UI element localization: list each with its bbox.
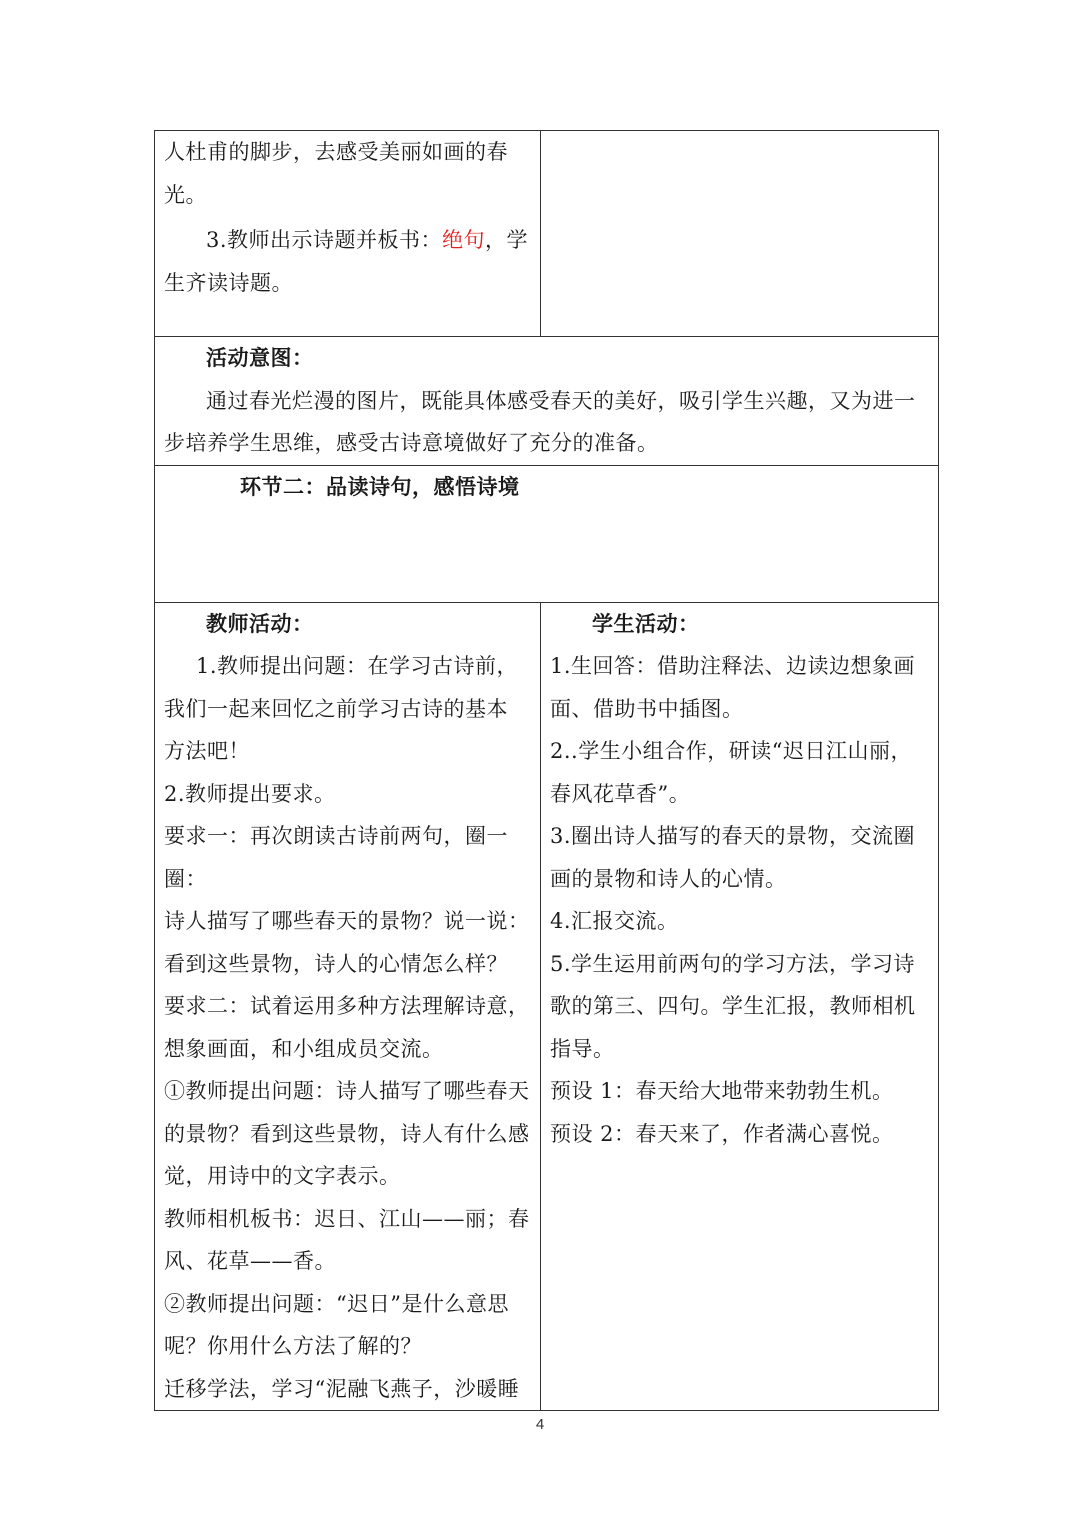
paragraph-line: 面、借助书中插图。 <box>550 696 744 721</box>
paragraph-line: 4.汇报交流。 <box>550 909 679 933</box>
table-row <box>155 602 939 1411</box>
step-3-prefix: 3.教师出示诗题并板书： <box>206 228 443 252</box>
paragraph-line: 步培养学生思维，感受古诗意境做好了充分的准备。 <box>164 431 659 455</box>
paragraph-line: 春风花草香”。 <box>550 781 691 806</box>
page-number: 4 <box>535 1416 545 1433</box>
activity-intent-cell <box>155 337 939 466</box>
section-header-cell <box>155 465 939 602</box>
paragraph-line: 觉，用诗中的文字表示。 <box>164 1164 401 1188</box>
paragraph-line: 预设 2：春天来了，作者满心喜悦。 <box>550 1121 894 1146</box>
paragraph-line: 方法吧！ <box>164 739 250 763</box>
teacher-activity-cell <box>155 602 541 1411</box>
student-activity-title: 学生活动： <box>592 610 700 636</box>
paragraph-line: 呢？你用什么方法了解的？ <box>164 1334 422 1358</box>
step-3-line <box>164 219 531 262</box>
paragraph-line: 歌的第三、四句。学生汇报，教师相机 <box>550 994 916 1018</box>
paragraph-line: 2..学生小组合作，研读“迟日江山丽， <box>550 739 912 763</box>
paragraph-line: 教师相机板书：迟日、江山——丽；春 <box>164 1206 530 1231</box>
teacher-activity-title: 教师活动： <box>206 610 314 636</box>
lesson-plan-table <box>154 130 939 1411</box>
section-2-title: 环节二：品读诗句，感悟诗境 <box>240 473 520 499</box>
paragraph-line: 看到这些景物，诗人的心情怎么样？ <box>164 951 508 976</box>
intro-right-cell <box>541 131 939 337</box>
paragraph-line: 通过春光烂漫的图片，既能具体感受春天的美好，吸引学生兴趣，又为进一 <box>206 388 916 413</box>
paragraph-line: 要求二：试着运用多种方法理解诗意， <box>164 994 530 1018</box>
paragraph-line: 3.圈出诗人描写的春天的景物，交流圈 <box>550 824 916 848</box>
table-row <box>155 337 939 466</box>
paragraph-line: 1.生回答：借助注释法、边读边想象画 <box>550 654 916 678</box>
paragraph-line: 指导。 <box>550 1036 615 1061</box>
paragraph-line: 迁移学法，学习“泥融飞燕子，沙暖睡 <box>164 1376 520 1401</box>
paragraph-line: ②教师提出问题：“迟日”是什么意思 <box>164 1291 509 1316</box>
paragraph-line: 风、花草——香。 <box>164 1249 336 1273</box>
paragraph-line: ①教师提出问题：诗人描写了哪些春天 <box>164 1079 530 1103</box>
paragraph-line: 我们一起来回忆之前学习古诗的基本 <box>164 696 508 721</box>
table-row <box>155 131 939 337</box>
paragraph-line: 生齐读诗题。 <box>164 270 293 295</box>
paragraph-line: 1.教师提出问题：在学习古诗前， <box>196 654 519 678</box>
paragraph-line: 诗人描写了哪些春天的景物？说一说： <box>164 909 530 933</box>
table-row <box>155 465 939 602</box>
student-activity-cell <box>541 602 939 1411</box>
paragraph-line: 人杜甫的脚步，去感受美丽如画的春 <box>164 140 508 164</box>
activity-intent-title: 活动意图： <box>206 345 314 370</box>
paragraph-line: 要求一：再次朗读古诗前两句，圈一圈： <box>164 824 508 891</box>
intro-left-cell <box>155 131 541 337</box>
paragraph-line: 的景物？看到这些景物，诗人有什么感 <box>164 1121 530 1146</box>
paragraph-line: 光。 <box>164 182 207 207</box>
step-3-suffix: ，学 <box>485 228 529 252</box>
paragraph-line: 5.学生运用前两句的学习方法，学习诗 <box>550 951 916 976</box>
paragraph-line: 预设 1：春天给大地带来勃勃生机。 <box>550 1079 894 1103</box>
poem-title-highlight: 绝句 <box>442 228 486 252</box>
paragraph-line: 2.教师提出要求。 <box>164 781 336 806</box>
paragraph-line: 画的景物和诗人的心情。 <box>550 866 787 891</box>
paragraph-line: 想象画面，和小组成员交流。 <box>164 1036 444 1061</box>
